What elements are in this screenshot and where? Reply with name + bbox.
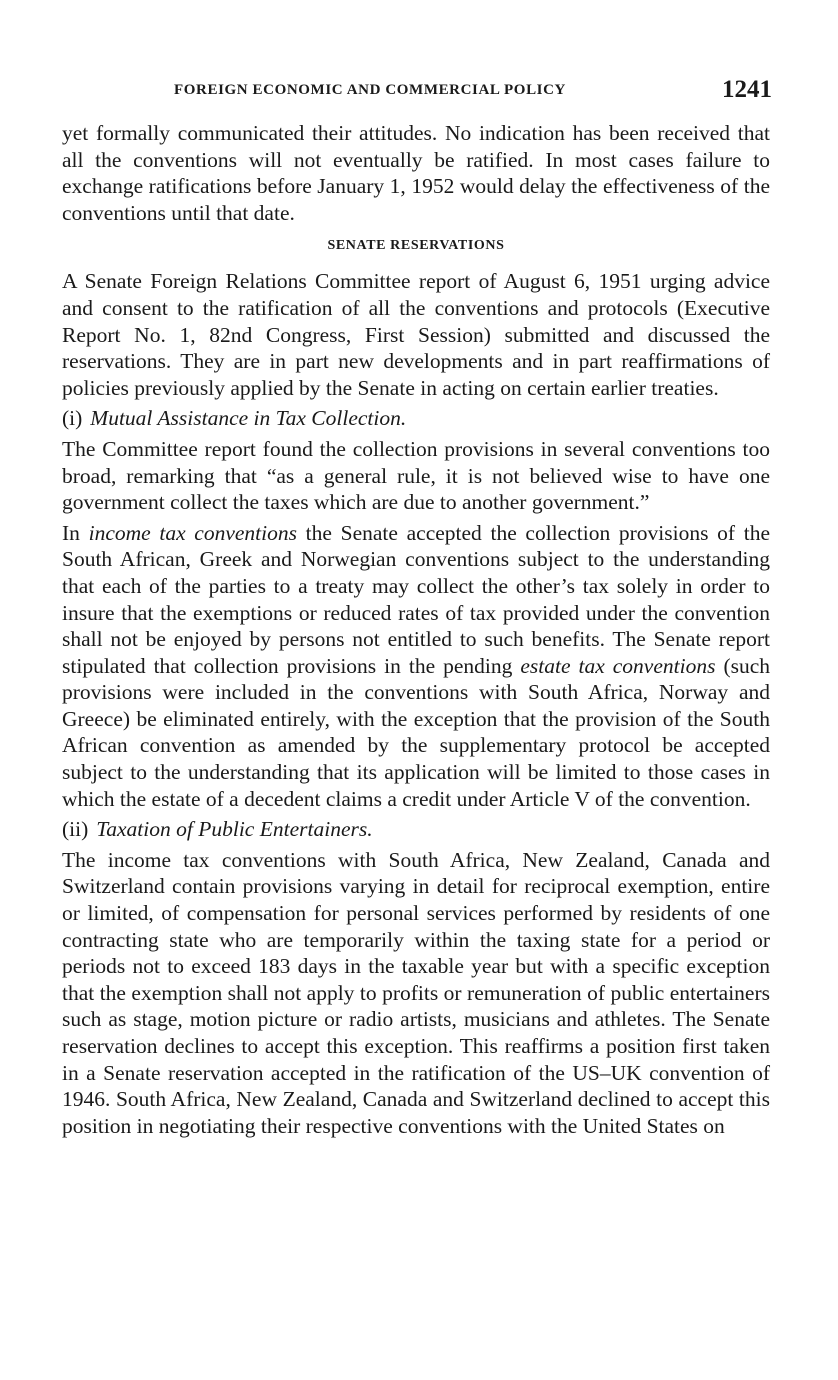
- paragraph-text-part-1: the Senate accepted the collection provisions of the South African, Greek and Norwegian conventions subject to the understanding that each of the parties to a treaty may collect the other’s tax solely in order to insure that the exemptions or reduced rates of tax provided under the convention shall not be enjoyed by persons not entitled to such benefits. The Senate report stipulated that collection provisions in the pending: [62, 520, 770, 678]
- senate-reservations-paragraph: A Senate Foreign Relations Committee report of August 6, 1951 urging advice and consent to the ratification of all the conventions and protocols (Executive Report No. 1, 82nd Congress, First Session) submitted and discussed the reservations. They are in part new developments and in part reaffirmations of policies previously applied by the Senate in acting on certain earlier treaties.: [62, 269, 770, 400]
- italic-income-tax-conventions: income tax conventions: [88, 520, 297, 545]
- subsection-title: Taxation of Public Entertainers.: [96, 817, 373, 842]
- income-tax-conventions-paragraph: [62, 520, 770, 813]
- running-title: FOREIGN ECONOMIC AND COMMERCIAL POLICY: [174, 82, 566, 98]
- public-entertainers-paragraph: The income tax conventions with South Africa, New Zealand, Canada and Switzerland contain provisions varying in detail for reciprocal exemption, entire or limited, of compensation for personal services performed by residents of one contracting state who are temporarily within the taxing state for a period or periods not to exceed 183 days in the taxable year but with a specific exception that the exemption shall not apply to profits or remuneration of public entertainers such as stage, motion picture or radio artists, musicians and athletes. The Senate reservation declines to accept this exception. This reaffirms a position first taken in a Senate reservation accepted in the ratification of the US–UK convention of 1946. South Africa, New Zealand, Canada and Switzerland declined to accept this position in negotiating their respective conventions with the United States on: [62, 847, 770, 1138]
- page-number: 1241: [722, 76, 772, 103]
- running-header: [62, 76, 770, 110]
- subsection-number: (i): [62, 406, 83, 431]
- subsection-title: Mutual Assistance in Tax Collection.: [90, 406, 407, 431]
- italic-estate-tax-conventions: estate tax conventions: [520, 653, 716, 678]
- intro-paragraph: yet formally communicated their attitudes. No indication has been received that all the conventions will not eventually be ratified. In most cases failure to exchange ratifications before January 1, 1952 would delay the effectiveness of the conventions until that date.: [62, 121, 770, 225]
- committee-report-paragraph: The Committee report found the collection provisions in several conventions too broad, remarking that “as a general rule, it is not believed wise to have one government collect the taxes which are due to another government.”: [62, 436, 770, 515]
- document-page: [62, 76, 770, 1139]
- subsection-heading-mutual-assistance: [62, 405, 770, 432]
- section-heading: SENATE RESERVATIONS: [327, 238, 505, 254]
- paragraph-lead: In: [62, 520, 89, 545]
- subsection-heading-public-entertainers: [62, 816, 770, 843]
- subsection-number: (ii): [62, 817, 89, 842]
- paragraph-text-part-2: (such provisions were included in the conventions with South Africa, Norway and Greece) be eliminated entirely, with the exception that the provision of the South African convention as amended by the supplementary protocol be accepted subject to the understanding that its application will be limited to those cases in which the estate of a decedent claims a credit under Article V of the convention.: [62, 653, 771, 811]
